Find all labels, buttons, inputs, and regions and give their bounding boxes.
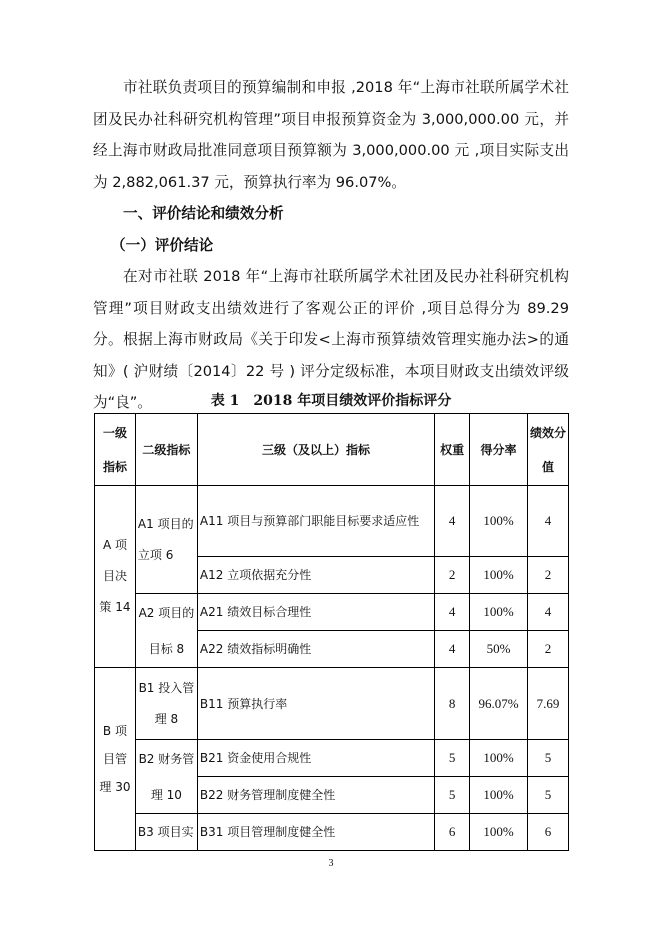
score-cell: 5 <box>528 777 569 814</box>
table-header <box>95 414 569 486</box>
weight-cell: 5 <box>435 777 470 814</box>
level1-cell: B 项目管理 30 <box>95 668 136 851</box>
rate-cell: 100% <box>470 740 528 777</box>
level3-cell: B21 资金使用合规性 <box>197 740 434 777</box>
level2-cell: B1 投入管理 8 <box>135 668 197 740</box>
level2-cell: A2 项目的目标 8 <box>135 594 197 668</box>
table-row <box>95 668 569 740</box>
rate-cell: 50% <box>470 631 528 668</box>
paragraph-budget: 市社联负责项目的预算编制和申报 ,2018 年“上海市社联所属学术社团及民办社科研究机构管理”项目申报预算资金为 3,000,000.00 元，并经上海市财政局批准同意项目预算额为 3,000,000.00 元 ,项目实际支出为 2,882,061.37 元，预算执行率为 96.07%。 <box>93 79 569 191</box>
heading-conclusion: 一、评价结论和绩效分析 <box>123 205 284 222</box>
score-table <box>94 413 569 851</box>
weight-cell: 2 <box>435 557 470 594</box>
header-cell: 权重 <box>435 414 470 486</box>
rate-cell: 100% <box>470 814 528 851</box>
level1-cell: A 项目决策 14 <box>95 486 136 668</box>
score-cell: 2 <box>528 557 569 594</box>
rate-cell: 100% <box>470 557 528 594</box>
score-cell: 7.69 <box>528 668 569 740</box>
rate-cell: 96.07% <box>470 668 528 740</box>
level2-cell: B2 财务管理 10 <box>135 740 197 814</box>
header-cell: 绩效分值 <box>528 414 569 486</box>
table-row <box>95 814 569 851</box>
weight-cell: 8 <box>435 668 470 740</box>
weight-cell: 6 <box>435 814 470 851</box>
header-cell: 二级指标 <box>135 414 197 486</box>
paragraph-evaluation: 在对市社联 2018 年“上海市社联所属学术社团及民办社科研究机构管理”项目财政支出绩效进行了客观公正的评价 ,项目总得分为 89.29 分。根据上海市财政局《关于印发<上海市预算绩效管理实施办法>的通知》( 沪财绩〔2014〕22 号 ) 评分定级标准，本项目财政支出绩效评级为“良”。 <box>93 268 569 411</box>
level3-cell: A12 立项依据充分性 <box>197 557 434 594</box>
level3-cell: B11 预算执行率 <box>197 668 434 740</box>
table-row <box>95 594 569 631</box>
level3-cell: A11 项目与预算部门职能目标要求适应性 <box>197 486 434 557</box>
rate-cell: 100% <box>470 594 528 631</box>
score-cell: 4 <box>528 594 569 631</box>
weight-cell: 4 <box>435 486 470 557</box>
level3-cell: B22 财务管理制度健全性 <box>197 777 434 814</box>
table-caption: 表 1 2018 年项目绩效评价指标评分 <box>210 393 452 409</box>
header-cell: 得分率 <box>470 414 528 486</box>
header-cell: 一级指标 <box>95 414 136 486</box>
subheading-conclusion: （一）评价结论 <box>111 236 214 254</box>
header-cell: 三级（及以上）指标 <box>197 414 434 486</box>
body-text <box>93 72 569 419</box>
weight-cell: 4 <box>435 631 470 668</box>
page-number: 3 <box>328 858 334 869</box>
level2-cell: A1 项目的立项 6 <box>135 486 197 594</box>
level3-cell: A21 绩效目标合理性 <box>197 594 434 631</box>
score-cell: 6 <box>528 814 569 851</box>
weight-cell: 4 <box>435 594 470 631</box>
level3-cell: A22 绩效指标明确性 <box>197 631 434 668</box>
table-row <box>95 486 569 557</box>
level3-cell: B31 项目管理制度健全性 <box>197 814 434 851</box>
weight-cell: 5 <box>435 740 470 777</box>
level2-cell: B3 项目实 <box>135 814 197 851</box>
score-cell: 5 <box>528 740 569 777</box>
score-cell: 2 <box>528 631 569 668</box>
score-cell: 4 <box>528 486 569 557</box>
table-row <box>95 740 569 777</box>
rate-cell: 100% <box>470 777 528 814</box>
rate-cell: 100% <box>470 486 528 557</box>
